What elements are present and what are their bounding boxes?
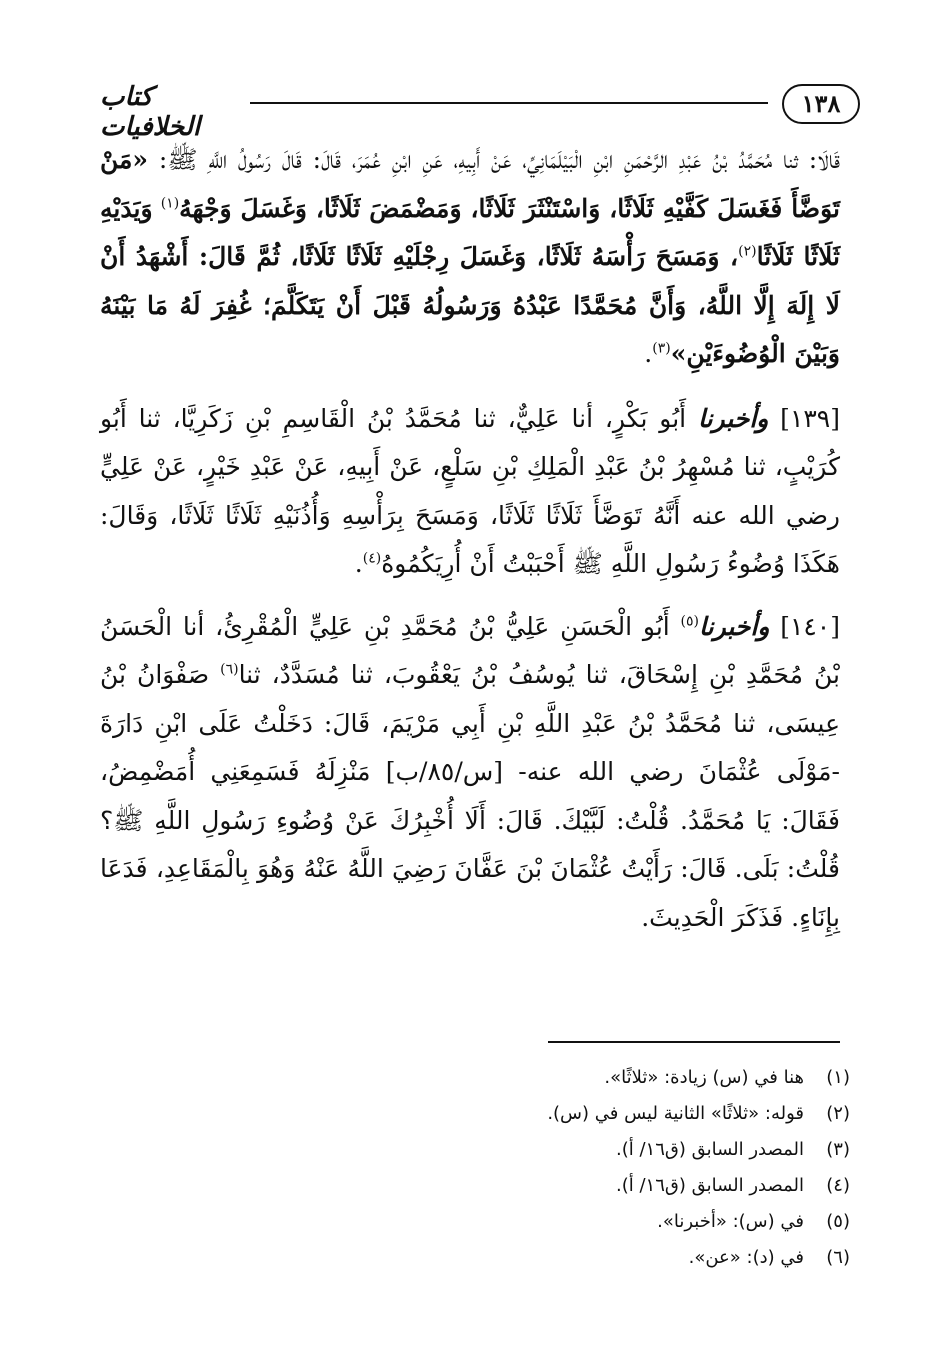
matn-text-2: وَيَدَيْهِ ثَلَاثًا ثَلَاثًا (100, 193, 840, 271)
isnad-text: قَالَا: ثنا مُحَمَّدُ بْنُ عَبْدِ الرَّحْمَنِ ابْنِ الْبَيْلَمَانِيِّ، عَنْ أَبِيهِ، عَنِ ابْنِ عُمَرَ، قَالَ: قَالَ رَسُولُ اللَّهِ ﷺ: (158, 145, 840, 174)
hadith-text: أَبُو الْحَسَنِ عَلِيُّ بْنُ مُحَمَّدِ بْنِ عَلِيٍّ الْمُقْرِئُ، أنا الْحَسَنُ بْنُ مُحَمَّدِ بْنِ إِسْحَاقَ، ثنا يُوسُفُ بْنُ يَعْقُوبَ، ثنا مُسَدَّدٌ، ثنا (100, 611, 840, 689)
hadith-text-2: صَفْوَانُ بْنُ عِيسَى، ثنا مُحَمَّدُ بْنُ عَبْدِ اللَّهِ بْنِ أَبِي مَرْيَمَ، قَالَ: دَخَلْتُ عَلَى ابْنِ دَارَةَ -مَوْلَى عُثْمَانَ رضي الله عنه- [س/٨٥/ب] مَنْزِلَهُ فَسَمِعَنِي أُمَضْمِضُ، فَقَالَ: يَا مُحَمَّدُ. قُلْتُ: لَبَّيْكَ. قَالَ: أَلَا أُخْبِرُكَ عَنْ وُضُوءِ رَسُولِ اللَّهِ ﷺ؟ قُلْتُ: بَلَى. قَالَ: رَأَيْتُ عُثْمَانَ بْنَ عَفَّانَ رَضِيَ اللَّهُ عَنْهُ وَهُوَ بِالْمَقَاعِدِ، فَدَعَا بِإِنَاءٍ. فَذَكَرَ الْحَدِيثَ. (100, 660, 840, 932)
paragraph-end: . (354, 549, 363, 578)
akhbarana-label: وأخبرنا (697, 403, 769, 433)
footnote-item (420, 1096, 850, 1132)
hadith-text: أَبُو بَكْرٍ، أنا عَلِيٌّ، ثنا مُحَمَّدُ بْنُ الْقَاسِمِ بْنِ زَكَرِيَّا، ثنا أَبُو كُرَيْبٍ، ثنا مُسْهِرُ بْنُ عَبْدِ الْمَلِكِ بْنِ سَلْعٍ، عَنْ أَبِيهِ، عَنْ عَبْدِ خَيْرٍ، عَنْ عَلِيٍّ رضي الله عنه أَنَّهُ تَوَضَّأَ ثَلَاثًا ثَلَاثًا، وَمَسَحَ بِرَأْسِهِ وَأُذُنَيْهِ ثَلَاثًا ثَلَاثًا، وَقَالَ: هَكَذَا وُضُوءُ رَسُولِ اللَّهِ ﷺ أَحْبَبْتُ أَنْ أُرِيَكُمُوهُ (100, 403, 840, 578)
footnote-item (420, 1060, 850, 1096)
book-title: كتاب الخلافيات (100, 82, 201, 142)
footnote-text: هنا في (س) زيادة: «ثلاثًا». (604, 1067, 804, 1088)
footnote-number: (٦) (826, 1247, 850, 1268)
footnote-item (420, 1168, 850, 1204)
footnote-separator (548, 1041, 840, 1043)
footnote-text: في (س): «أخبرنا». (657, 1211, 804, 1232)
header-rule (250, 102, 768, 104)
footnote-text: قوله: «ثلاثًا» الثانية ليس في (س). (547, 1103, 804, 1124)
footnote-number: (٥) (826, 1211, 850, 1232)
main-text (100, 136, 840, 956)
paragraph-end: . (644, 339, 653, 368)
footnote-number: (٣) (826, 1139, 850, 1160)
footnote-ref-3: (٣) (652, 340, 671, 357)
paragraph-hadith-138-end (100, 136, 840, 379)
hadith-number-140: [١٤٠] (780, 611, 841, 641)
matn-text: «مَنْ تَوَضَّأَ فَغَسَلَ كَفَّيْهِ ثَلَاثًا، وَاسْتَنْثَرَ ثَلَاثًا، وَمَضْمَضَ ثَلَاثًا، وَغَسَلَ وَجْهَهُ (100, 145, 840, 223)
paragraph-hadith-140 (100, 603, 840, 943)
footnote-number: (١) (826, 1067, 850, 1088)
footnote-text: المصدر السابق (ق١٦/ أ). (616, 1175, 804, 1196)
akhbarana-label: وأخبرنا (699, 611, 770, 641)
footnote-number: (٢) (826, 1103, 850, 1124)
footnote-item (420, 1204, 850, 1240)
footnote-ref-6: (٦) (220, 661, 239, 678)
footnote-ref-5: (٥) (680, 613, 699, 630)
matn-text-3: ، وَمَسَحَ رَأْسَهُ ثَلَاثًا، وَغَسَلَ رِجْلَيْهِ ثَلَاثًا ثَلَاثًا، ثُمَّ قَالَ: أَشْهَدُ أَنْ لَا إِلَهَ إِلَّا اللَّهُ، وَأَنَّ مُحَمَّدًا عَبْدُهُ وَرَسُولُهُ قَبْلَ أَنْ يَتَكَلَّمَ؛ غُفِرَ لَهُ مَا بَيْنَهُ وَبَيْنَ الْوُضُوءَيْنِ» (100, 242, 840, 368)
hadith-number-139: [١٣٩] (780, 403, 840, 433)
footnote-text: المصدر السابق (ق١٦/ أ). (616, 1139, 804, 1160)
page-header (100, 78, 860, 142)
footnote-item (420, 1132, 850, 1168)
footnote-ref-4: (٤) (362, 550, 382, 567)
footnote-item (420, 1240, 850, 1276)
footnote-ref-2: (٢) (738, 243, 757, 260)
footnote-text: في (د): «عن». (688, 1247, 804, 1268)
footnotes (420, 1060, 850, 1276)
paragraph-hadith-139 (100, 395, 840, 589)
footnote-ref-1: (١) (160, 195, 180, 212)
footnote-number: (٤) (826, 1175, 850, 1196)
page-number: ١٣٨ (782, 84, 860, 124)
